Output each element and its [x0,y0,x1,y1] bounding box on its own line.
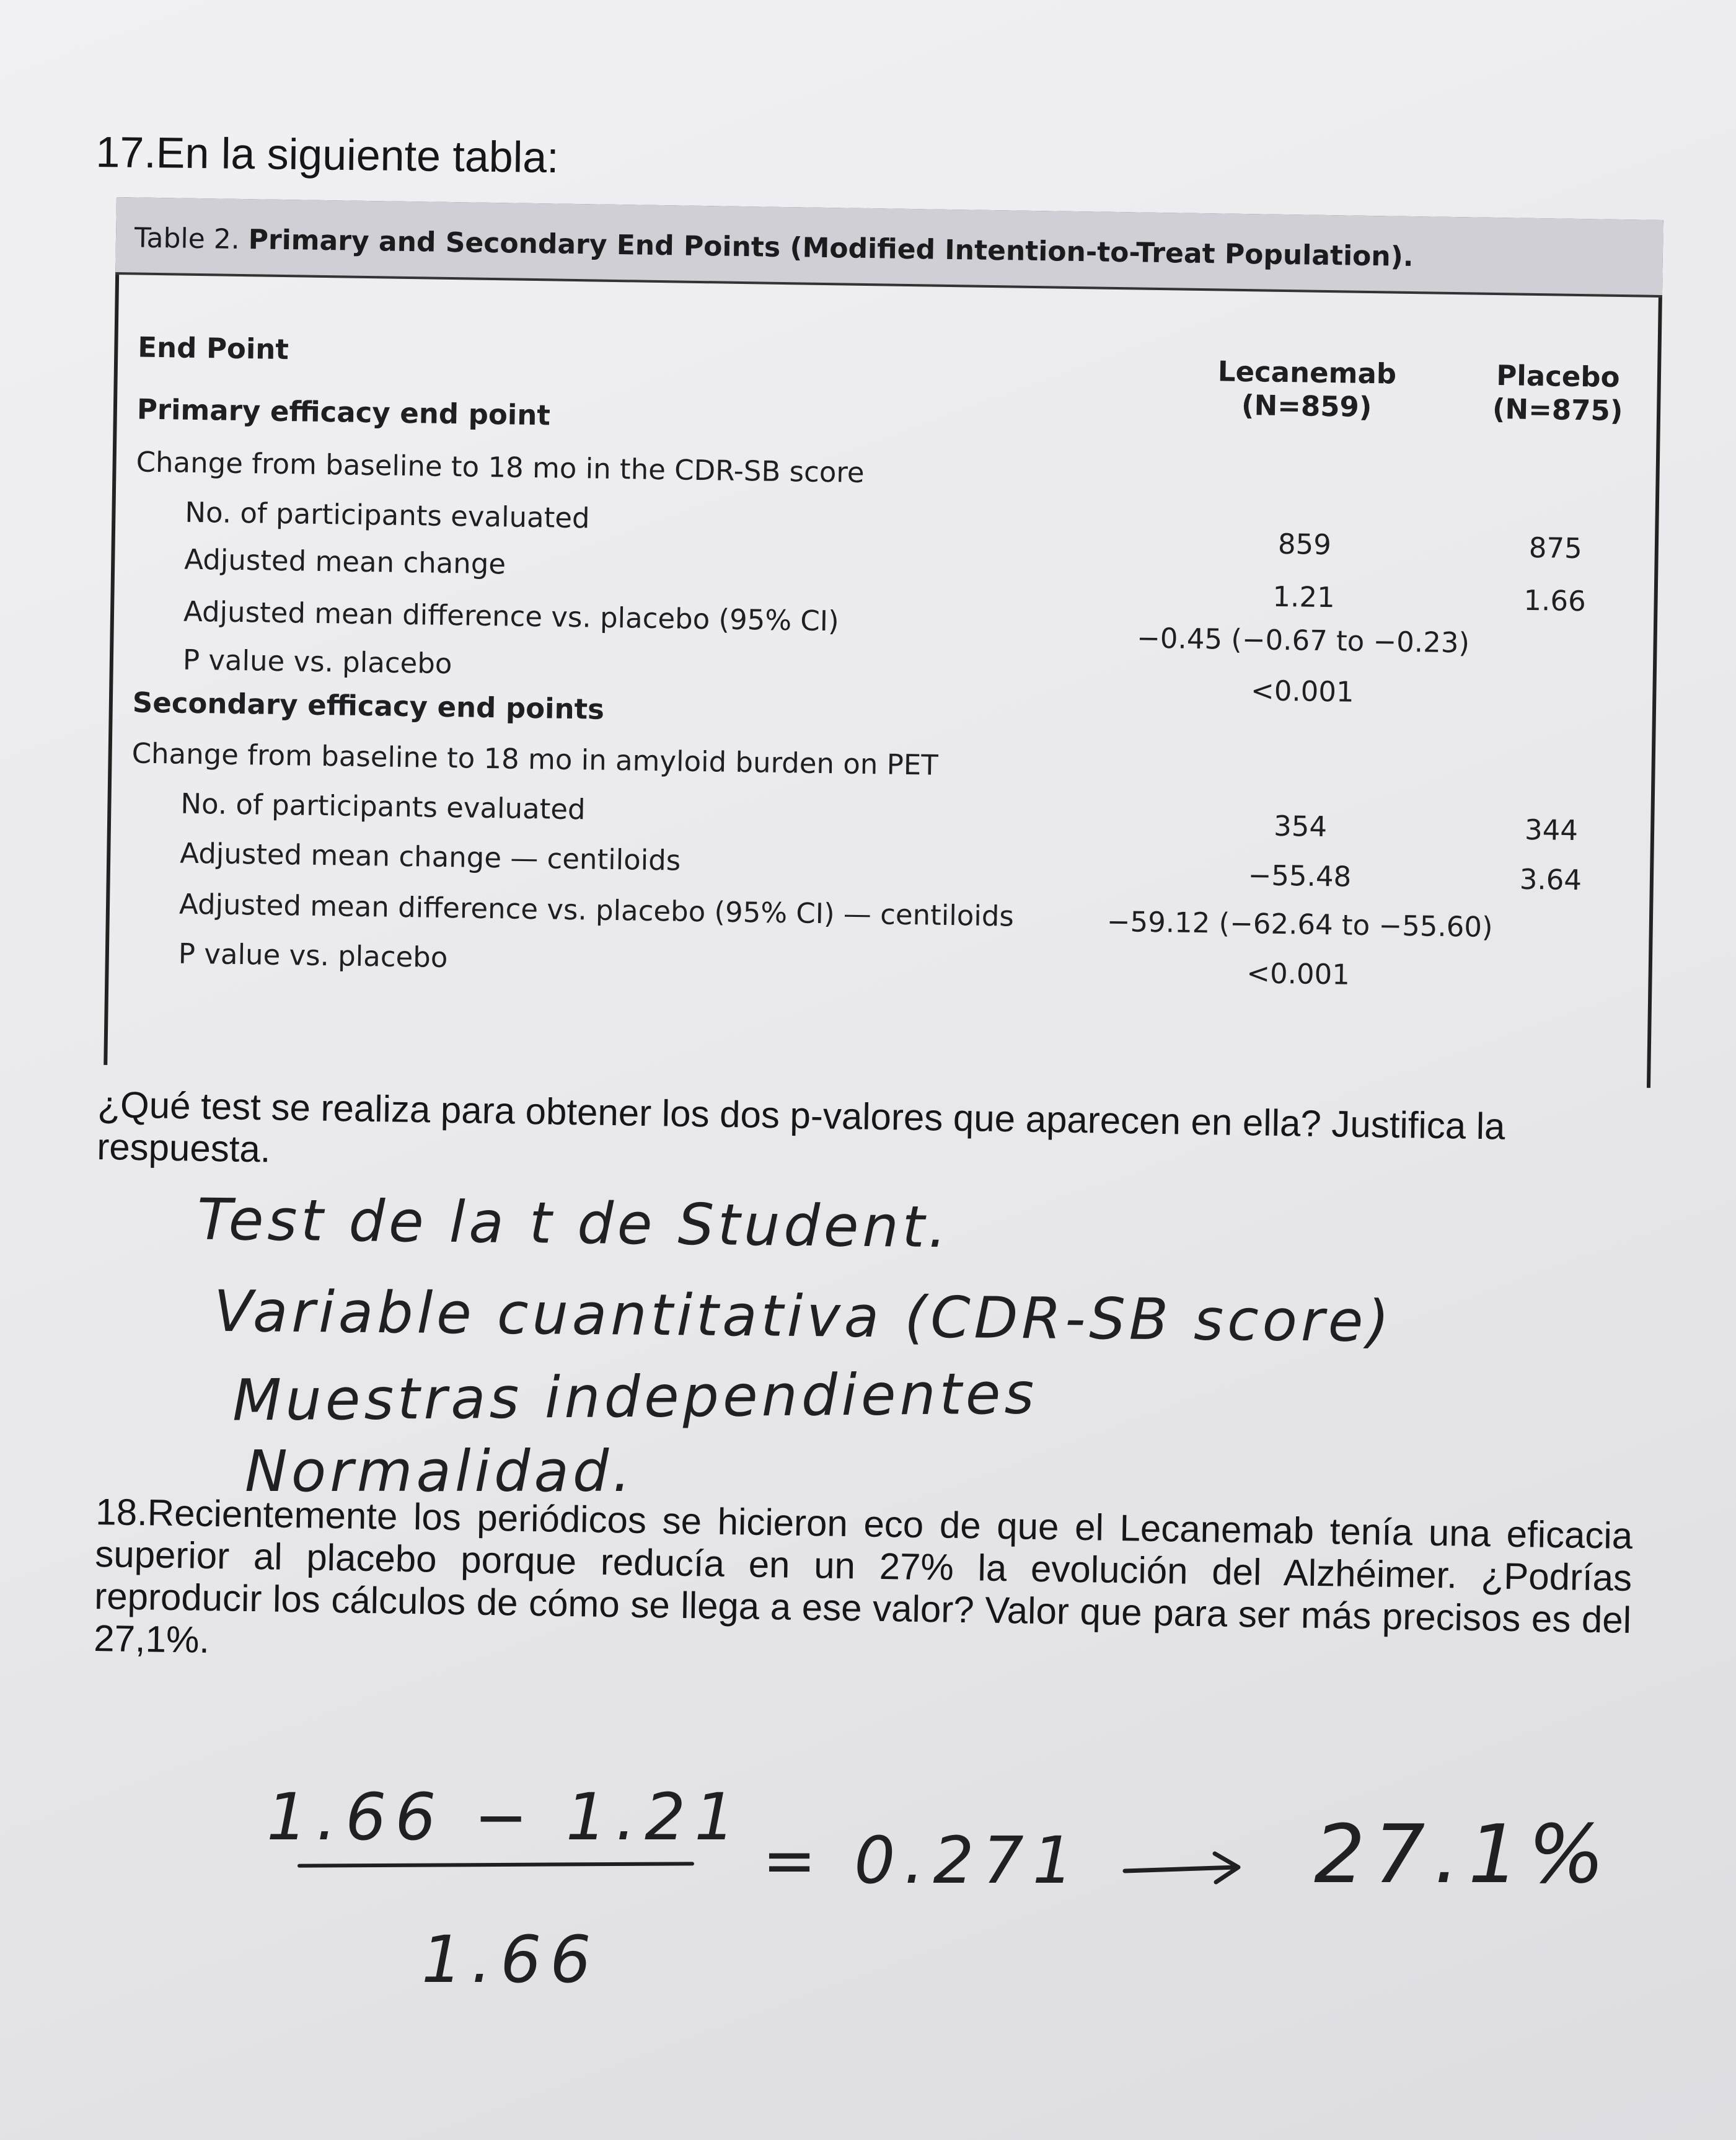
cell-placebo: 3.64 [1519,862,1582,897]
row-label: Adjusted mean difference vs. placebo (95% CI) [183,595,840,638]
header-placebo: Placebo [1496,359,1620,394]
row-label: Adjusted mean change [183,542,506,581]
row-label: No. of participants evaluated [185,495,590,535]
fraction-bar [297,1862,694,1867]
header-endpoint: End Point [138,330,289,366]
table-caption-prefix: Table 2. [134,222,240,255]
handwritten-percent: 27.1% [1314,1807,1613,1901]
header-lecanemab: Lecanemab [1217,355,1397,391]
header-lecanemab-n: (N=859) [1241,388,1372,424]
cell-lecanemab: −0.45 (−0.67 to −0.23) [1136,621,1470,660]
cell-lecanemab: −55.48 [1248,859,1352,893]
table-caption-title: Primary and Secondary End Points (Modified Intention-to-Treat Population). [248,224,1414,273]
question-17-heading: 17.En la siguiente tabla: [95,127,560,182]
row-label: No. of participants evaluated [180,787,586,826]
handwritten-denominator: 1.66 [421,1922,600,1997]
handwritten-answer-line-3: Muestras independientes [232,1360,1038,1434]
measure-secondary: Change from baseline to 18 mo in amyloid burden on PET [131,736,939,782]
cell-lecanemab: 354 [1273,809,1328,844]
row-label: P value vs. placebo [182,643,452,681]
cell-lecanemab: 859 [1277,527,1332,562]
section-primary: Primary efficacy end point [136,392,551,432]
row-label: Adjusted mean change — centiloids [179,836,681,877]
header-placebo-n: (N=875) [1492,392,1623,428]
section-secondary: Secondary efficacy end points [132,686,605,726]
cell-placebo: 344 [1524,813,1579,847]
handwritten-answer-line-4: Normalidad. [245,1438,635,1505]
endpoints-table [104,197,1664,1088]
table-caption [134,222,1414,273]
cell-placebo: 875 [1528,531,1583,565]
cell-lecanemab: <0.001 [1246,957,1350,991]
arrow-right-icon [1122,1847,1246,1891]
handwritten-answer-line-1: Test de la t de Student. [196,1186,951,1261]
question-18-text: 18.Recientemente los periódicos se hicieron eco de que el Lecanemab tenía una eficacia superior al placebo porque reducía en un 27% la evolución del Alzhéimer. ¿Podrías reproducir los cálculos de cómo se llega a ese valor? Valor que para ser más precisos es del 27,1%. [93,1491,1633,1661]
question-17-text: ¿Qué test se realiza para obtener los dos p-valores que aparecen en ella? Justifica la respuesta. [96,1084,1506,1170]
handwritten-numerator: 1.66 − 1.21 [267,1779,744,1855]
row-label: Adjusted mean difference vs. placebo (95% CI) — centiloids [178,887,1015,933]
cell-lecanemab: 1.21 [1272,580,1336,614]
handwritten-answer-line-2: Variable cuantitativa (CDR-SB score) [213,1278,1393,1355]
cell-lecanemab: −59.12 (−62.64 to −55.60) [1106,904,1493,944]
cell-lecanemab: <0.001 [1250,674,1355,709]
cell-placebo: 1.66 [1523,583,1587,618]
row-label: P value vs. placebo [178,937,448,975]
measure-primary: Change from baseline to 18 mo in the CDR-SB score [136,445,865,489]
handwritten-result: = 0.271 [762,1823,1082,1898]
